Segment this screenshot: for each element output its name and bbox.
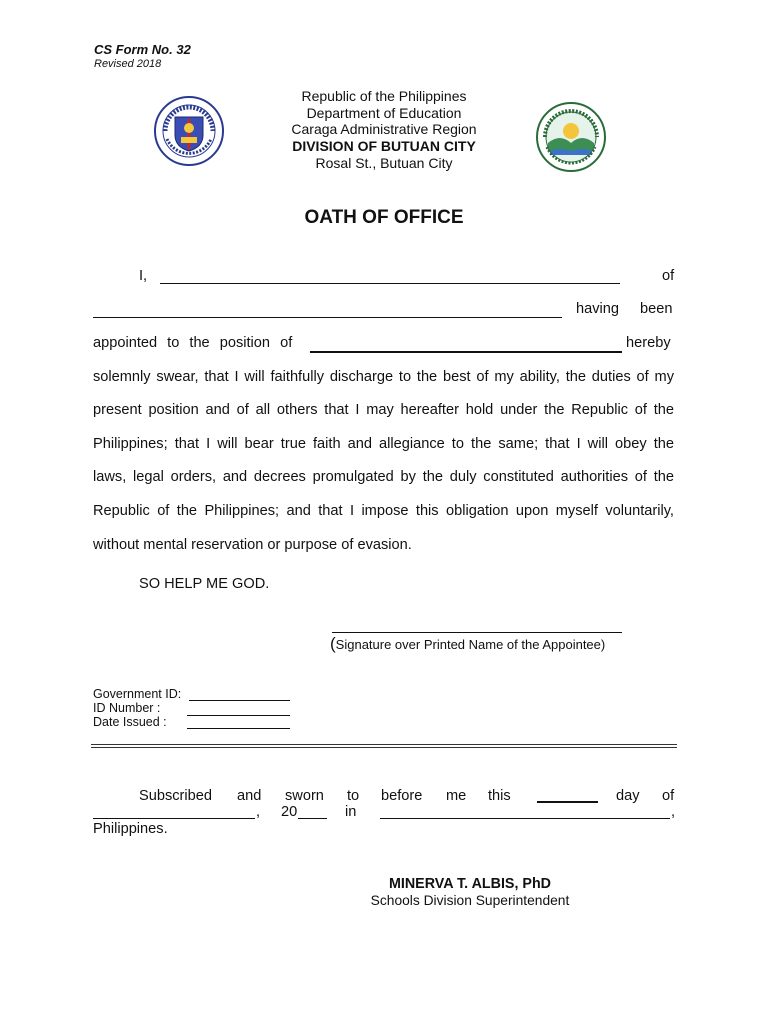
- divider-top: [91, 744, 677, 745]
- id-number-blank[interactable]: [187, 702, 290, 716]
- page-title: OATH OF OFFICE: [304, 207, 464, 228]
- country: Philippines.: [93, 821, 168, 837]
- gov-id-blank[interactable]: [189, 687, 290, 701]
- oath-line-9: without mental reservation or purpose of evasion.: [93, 537, 412, 553]
- deped-seal-logo: [153, 95, 225, 167]
- signature-caption: [330, 634, 605, 654]
- signature-caption-text: Signature over Printed Name of the Appointee): [335, 637, 606, 652]
- official-name: MINERVA T. ALBIS, PhD: [388, 876, 552, 892]
- oath-been: been: [640, 301, 673, 317]
- letterhead: [234, 88, 534, 172]
- sworn-word-5: before: [381, 788, 423, 804]
- oath-having: having: [576, 301, 620, 317]
- oath-line-4: solemnly swear, that I will faithfully discharge to the best of my ability, the duties of my: [93, 369, 674, 385]
- oath-i: I,: [139, 268, 148, 284]
- sworn-in: in: [345, 804, 357, 820]
- month-blank[interactable]: [93, 805, 255, 819]
- oath-line-8: Republic of the Philippines; and that I impose this obligation upon myself voluntarily,: [93, 503, 674, 519]
- sworn-word-3: sworn: [285, 788, 324, 804]
- sworn-word-2: and: [237, 788, 262, 804]
- name-blank[interactable]: [160, 268, 620, 284]
- id-number-label: ID Number :: [93, 701, 161, 715]
- oath-hereby: hereby: [626, 335, 671, 351]
- place-comma: ,: [671, 804, 676, 820]
- header-division: DIVISION OF BUTUAN CITY: [292, 138, 476, 155]
- sworn-word-1: Subscribed: [139, 788, 213, 804]
- place-blank[interactable]: [380, 805, 670, 819]
- oath-line-5: present position and of all others that I may hereafter hold under the Republic of the: [93, 402, 674, 418]
- sworn-word-6: me: [446, 788, 467, 804]
- division-seal-logo: [535, 101, 607, 173]
- so-help-me-god: SO HELP ME GOD.: [139, 576, 270, 592]
- header-republic: Republic of the Philippines: [301, 88, 467, 104]
- signature-line[interactable]: [332, 632, 622, 633]
- oath-line-6: Philippines; that I will bear true faith and allegiance to the same; that I will obey the: [93, 436, 674, 452]
- oath-appointed: appointed to the position of: [93, 335, 293, 351]
- official-title: Schools Division Superintendent: [370, 893, 570, 908]
- form-number: CS Form No. 32: [94, 42, 191, 57]
- sworn-word-9: of: [662, 788, 675, 804]
- sworn-word-8: day: [616, 788, 640, 804]
- header-region: Caraga Administrative Region: [291, 121, 477, 138]
- sworn-word-7: this: [488, 788, 511, 804]
- position-blank[interactable]: [310, 337, 622, 353]
- day-blank[interactable]: [537, 789, 598, 803]
- signature-caption-paren: (: [330, 634, 336, 653]
- year-prefix: 20: [281, 804, 298, 820]
- date-issued-label: Date Issued :: [93, 715, 167, 729]
- month-comma: ,: [256, 804, 261, 820]
- header-address: Rosal St., Butuan City: [315, 154, 453, 171]
- year-blank[interactable]: [298, 805, 327, 819]
- header-department: Department of Education: [306, 104, 462, 121]
- form-revised: Revised 2018: [94, 58, 162, 70]
- divider-bottom: [91, 747, 677, 748]
- oath-of: of: [662, 268, 675, 284]
- sworn-word-4: to: [347, 788, 360, 804]
- date-issued-blank[interactable]: [187, 716, 290, 729]
- gov-id-label: Government ID:: [93, 687, 182, 701]
- address-blank[interactable]: [93, 302, 562, 318]
- oath-line-7: laws, legal orders, and decrees promulgated by the duly constituted authorities of the: [93, 469, 674, 485]
